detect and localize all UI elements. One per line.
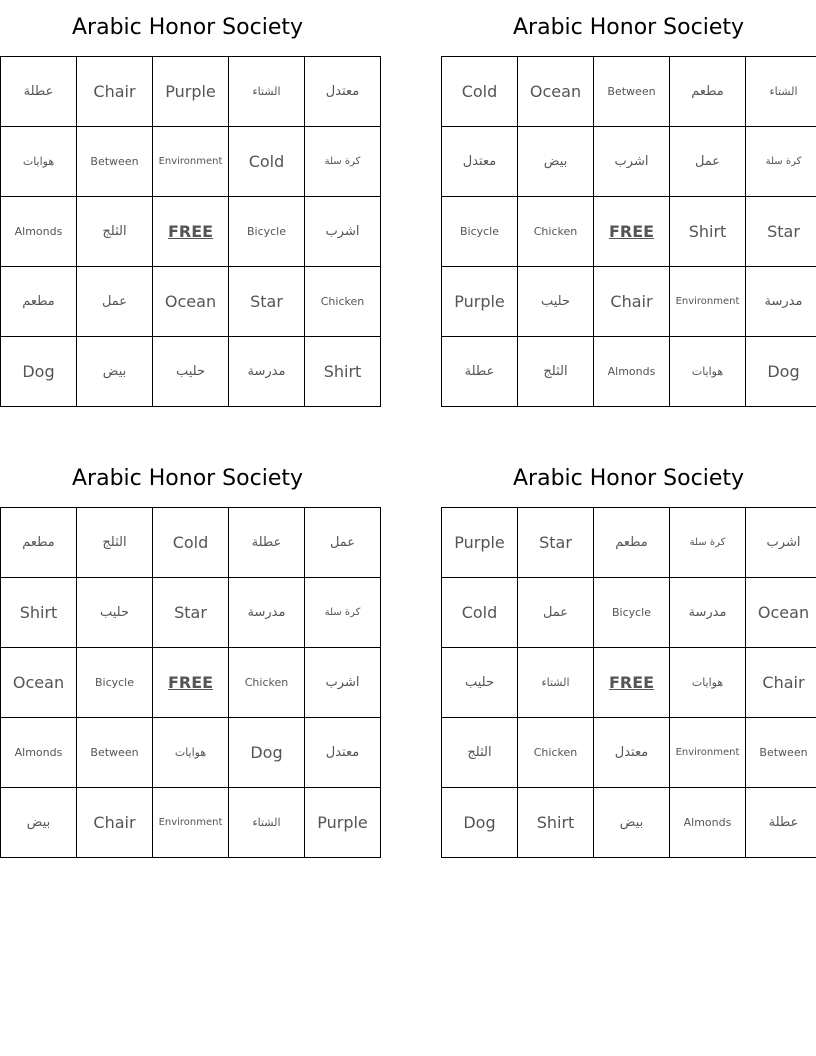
grid-cell: كرة سلة: [305, 578, 381, 648]
free-space: FREE: [594, 648, 670, 718]
grid-row: [1, 788, 381, 858]
grid-cell: عطلة: [442, 337, 518, 407]
bingo-grid: [441, 56, 816, 407]
grid-cell: بيض: [77, 337, 153, 407]
grid-cell: الشتاء: [229, 57, 305, 127]
grid-cell: معتدل: [442, 127, 518, 197]
grid-cell: اشرب: [746, 508, 816, 578]
grid-cell: Chicken: [518, 718, 594, 788]
grid-cell: الثلج: [518, 337, 594, 407]
grid-cell: بيض: [1, 788, 77, 858]
grid-cell: عطلة: [746, 788, 816, 858]
grid-cell: مطعم: [1, 267, 77, 337]
grid-cell: Almonds: [1, 197, 77, 267]
free-space: FREE: [153, 648, 229, 718]
grid-cell: Chicken: [518, 197, 594, 267]
grid-row: [1, 197, 381, 267]
grid-cell: Dog: [1, 337, 77, 407]
bingo-card-2: [441, 0, 816, 407]
grid-cell: الشتاء: [518, 648, 594, 718]
grid-row: [1, 267, 381, 337]
grid-cell: Star: [153, 578, 229, 648]
bingo-card-3: [0, 451, 375, 858]
grid-cell: Cold: [442, 57, 518, 127]
grid-cell: Almonds: [670, 788, 746, 858]
grid-cell: Shirt: [670, 197, 746, 267]
grid-cell: عمل: [77, 267, 153, 337]
grid-cell: Between: [594, 57, 670, 127]
grid-row: [442, 788, 816, 858]
grid-cell: Purple: [442, 267, 518, 337]
grid-cell: اشرب: [594, 127, 670, 197]
grid-cell: بيض: [518, 127, 594, 197]
grid-row: [1, 508, 381, 578]
card-title: Arabic Honor Society: [72, 466, 303, 491]
grid-cell: Dog: [746, 337, 816, 407]
bingo-grid: [441, 507, 816, 858]
grid-cell: Between: [77, 718, 153, 788]
grid-cell: Bicycle: [77, 648, 153, 718]
grid-cell: Chair: [77, 57, 153, 127]
grid-row: [442, 648, 816, 718]
grid-cell: Bicycle: [442, 197, 518, 267]
grid-row: [442, 508, 816, 578]
grid-cell: Environment: [153, 127, 229, 197]
grid-cell: عطلة: [229, 508, 305, 578]
grid-cell: Chair: [77, 788, 153, 858]
grid-cell: Cold: [153, 508, 229, 578]
grid-cell: Ocean: [153, 267, 229, 337]
grid-cell: Ocean: [518, 57, 594, 127]
grid-cell: كرة سلة: [670, 508, 746, 578]
grid-cell: معتدل: [305, 57, 381, 127]
grid-cell: Purple: [305, 788, 381, 858]
grid-cell: Shirt: [305, 337, 381, 407]
grid-row: [1, 337, 381, 407]
grid-cell: عمل: [670, 127, 746, 197]
grid-cell: Purple: [153, 57, 229, 127]
grid-cell: حليب: [518, 267, 594, 337]
grid-cell: هوايات: [153, 718, 229, 788]
grid-cell: مدرسة: [670, 578, 746, 648]
grid-row: [442, 578, 816, 648]
grid-row: [442, 718, 816, 788]
grid-row: [1, 127, 381, 197]
grid-cell: كرة سلة: [746, 127, 816, 197]
grid-cell: Bicycle: [229, 197, 305, 267]
grid-cell: Dog: [442, 788, 518, 858]
grid-cell: Almonds: [1, 718, 77, 788]
grid-cell: عمل: [518, 578, 594, 648]
grid-row: [442, 337, 816, 407]
grid-cell: الشتاء: [229, 788, 305, 858]
grid-row: [442, 197, 816, 267]
grid-cell: بيض: [594, 788, 670, 858]
grid-cell: مطعم: [670, 57, 746, 127]
grid-cell: Dog: [229, 718, 305, 788]
grid-cell: Star: [518, 508, 594, 578]
grid-cell: مدرسة: [229, 578, 305, 648]
grid-cell: حليب: [153, 337, 229, 407]
grid-cell: كرة سلة: [305, 127, 381, 197]
grid-cell: Cold: [442, 578, 518, 648]
grid-cell: حليب: [442, 648, 518, 718]
grid-cell: مطعم: [594, 508, 670, 578]
grid-row: [1, 578, 381, 648]
grid-row: [1, 718, 381, 788]
grid-cell: مدرسة: [229, 337, 305, 407]
card-title: Arabic Honor Society: [513, 466, 744, 491]
grid-cell: Chicken: [229, 648, 305, 718]
grid-cell: Chicken: [305, 267, 381, 337]
grid-cell: Almonds: [594, 337, 670, 407]
grid-cell: الثلج: [442, 718, 518, 788]
grid-row: [442, 127, 816, 197]
grid-cell: Environment: [153, 788, 229, 858]
grid-cell: Cold: [229, 127, 305, 197]
grid-cell: Shirt: [518, 788, 594, 858]
grid-row: [442, 267, 816, 337]
grid-cell: Star: [229, 267, 305, 337]
bingo-grid: [0, 56, 381, 407]
grid-row: [442, 57, 816, 127]
grid-cell: هوايات: [670, 648, 746, 718]
grid-cell: Environment: [670, 267, 746, 337]
grid-cell: Chair: [594, 267, 670, 337]
bingo-card-4: [441, 451, 816, 858]
grid-cell: معتدل: [594, 718, 670, 788]
grid-cell: عطلة: [1, 57, 77, 127]
grid-cell: هوايات: [1, 127, 77, 197]
grid-cell: الشتاء: [746, 57, 816, 127]
grid-cell: الثلج: [77, 508, 153, 578]
grid-cell: Star: [746, 197, 816, 267]
bingo-card-1: [0, 0, 375, 407]
grid-cell: Purple: [442, 508, 518, 578]
grid-cell: Ocean: [746, 578, 816, 648]
grid-cell: عمل: [305, 508, 381, 578]
grid-cell: مدرسة: [746, 267, 816, 337]
grid-cell: Bicycle: [594, 578, 670, 648]
grid-cell: Ocean: [1, 648, 77, 718]
free-space: FREE: [153, 197, 229, 267]
grid-cell: Shirt: [1, 578, 77, 648]
free-space: FREE: [594, 197, 670, 267]
card-title: Arabic Honor Society: [72, 15, 303, 40]
bingo-grid: [0, 507, 381, 858]
grid-cell: مطعم: [1, 508, 77, 578]
grid-cell: حليب: [77, 578, 153, 648]
grid-row: [1, 57, 381, 127]
grid-cell: اشرب: [305, 197, 381, 267]
grid-cell: الثلج: [77, 197, 153, 267]
grid-cell: اشرب: [305, 648, 381, 718]
grid-row: [1, 648, 381, 718]
grid-cell: معتدل: [305, 718, 381, 788]
grid-cell: هوايات: [670, 337, 746, 407]
grid-cell: Environment: [670, 718, 746, 788]
card-title: Arabic Honor Society: [513, 15, 744, 40]
grid-cell: Between: [746, 718, 816, 788]
grid-cell: Between: [77, 127, 153, 197]
grid-cell: Chair: [746, 648, 816, 718]
